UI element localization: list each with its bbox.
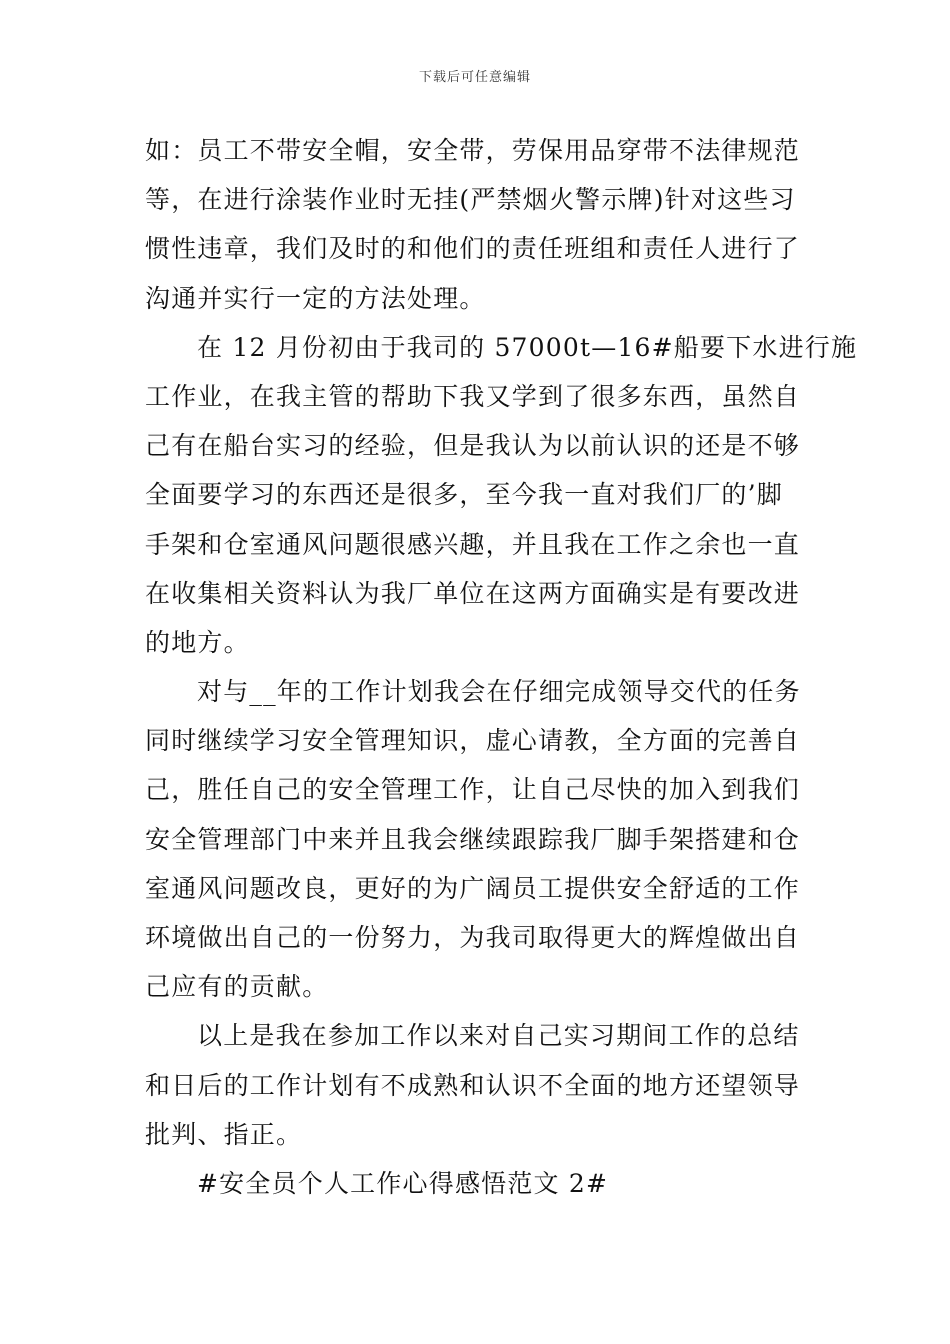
text-line: 如：员工不带安全帽，安全带，劳保用品穿带不法律规范 <box>145 136 801 165</box>
text-line: 室通风问题改良，更好的为广阔员工提供安全舒适的工作 <box>145 873 801 903</box>
text-line: #安全员个人工作心得感悟范文 2# <box>197 1168 609 1198</box>
text-line: 惯性违章，我们及时的和他们的责任班组和责任人进行了 <box>145 234 801 264</box>
text-line: 的地方。 <box>145 627 250 657</box>
page-header: 下载后可任意编辑 <box>418 70 531 85</box>
text-line: 和日后的工作计划有不成熟和认识不全面的地方还望领导 <box>145 1070 801 1100</box>
section-heading <box>145 1159 809 1208</box>
document-body <box>145 126 858 1208</box>
text-line: 安全管理部门中来并且我会继续跟踪我厂脚手架搭建和仓 <box>145 824 801 854</box>
text-line: 工作业，在我主管的帮助下我又学到了很多东西，虽然自 <box>145 381 801 411</box>
text-line: 己应有的贡献。 <box>145 972 329 1002</box>
paragraph-3 <box>145 667 809 1011</box>
text-line: 同时继续学习安全管理知识，虚心请教，全方面的完善自 <box>145 726 801 756</box>
text-line: 在收集相关资料认为我厂单位在这两方面确实是有要改进 <box>145 578 801 608</box>
text-line: 对与__年的工作计划我会在仔细完成领导交代的任务 <box>197 677 801 707</box>
text-line: 全面要学习的东西还是很多，至今我一直对我们厂的’脚 <box>145 480 783 510</box>
text-line: 环境做出自己的一份努力，为我司取得更大的辉煌做出自 <box>145 923 801 952</box>
text-line: 在 12 月份初由于我司的 57000t—16#船要下水进行施 <box>197 332 858 362</box>
paragraph-4 <box>145 1011 809 1159</box>
paragraph-2 <box>145 323 858 667</box>
text-line: 批判、指正。 <box>145 1119 303 1149</box>
text-line: 等，在进行涂装作业时无挂(严禁烟火警示牌)针对这些习 <box>145 185 796 215</box>
text-line: 己有在船台实习的经验，但是我认为以前认识的还是不够 <box>145 431 801 461</box>
text-line: 以上是我在参加工作以来对自己实习期间工作的总结 <box>197 1021 800 1051</box>
text-line: 手架和仓室通风问题很感兴趣，并且我在工作之余也一直 <box>145 529 801 559</box>
text-line: 沟通并实行一定的方法处理。 <box>145 283 486 313</box>
paragraph-1 <box>145 126 809 323</box>
text-line: 己，胜任自己的安全管理工作，让自己尽快的加入到我们 <box>145 775 801 805</box>
